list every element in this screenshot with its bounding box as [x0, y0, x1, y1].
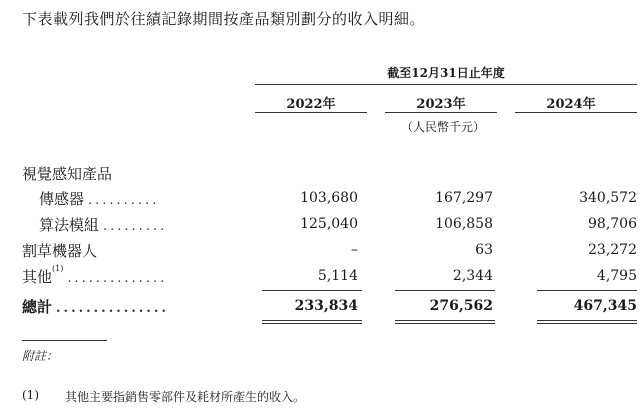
year-2023-rule — [385, 112, 497, 113]
cell-sensor-2022: 103,680 — [300, 190, 358, 206]
year-2022-header: 2022年 — [286, 97, 336, 112]
year-2022-rule — [255, 112, 367, 113]
cell-algorithm-2024: 98,706 — [588, 216, 637, 232]
cell-total-2022: 233,834 — [294, 298, 358, 314]
total-double-rule-2024-bottom — [537, 323, 637, 324]
cell-mowing-2022: – — [351, 242, 358, 258]
row-label-text: 其他 — [22, 268, 53, 286]
cell-total-2023: 276,562 — [429, 298, 493, 314]
footnote-ref: (1) — [52, 264, 64, 273]
dot-leader: ......... — [103, 219, 168, 234]
cell-others-2024: 4,795 — [596, 268, 637, 284]
dot-leader: ............... — [56, 301, 169, 316]
notes-title: 附註： — [22, 349, 59, 363]
row-label-text: 割草機器人 — [22, 242, 98, 260]
subtotal-rule-2023 — [395, 290, 495, 291]
year-2024-header: 2024年 — [546, 97, 596, 112]
cell-sensor-2024: 340,572 — [579, 190, 637, 206]
row-label-algorithm-module — [39, 214, 167, 235]
cell-sensor-2023: 167,297 — [435, 190, 493, 206]
section-title: 視覺感知產品 — [22, 165, 113, 183]
intro-text: 下表載列我們於往績記錄期間按產品類別劃分的收入明細。 — [22, 10, 426, 28]
total-double-rule-2023-bottom — [395, 323, 495, 324]
cell-others-2022: 5,114 — [317, 268, 358, 284]
row-label-mowing-robot — [22, 240, 97, 261]
footnote-text: 其他主要指銷售零部件及耗材所產生的收入。 — [65, 390, 306, 404]
total-double-rule-2024-top — [537, 320, 637, 321]
notes-rule — [22, 340, 107, 341]
year-2024-rule — [515, 112, 637, 113]
total-double-rule-2022-top — [262, 320, 362, 321]
unit-label: （人民幣千元） — [400, 120, 485, 134]
year-2023-header: 2023年 — [416, 97, 466, 112]
row-label-total — [22, 296, 169, 317]
period-rule — [255, 84, 637, 85]
dot-leader: .............. — [67, 271, 168, 286]
row-label-text: 傳感器 — [39, 190, 85, 208]
cell-algorithm-2022: 125,040 — [300, 216, 358, 232]
row-label-others — [22, 266, 167, 287]
subtotal-rule-2022 — [262, 290, 362, 291]
total-double-rule-2023-top — [395, 320, 495, 321]
total-double-rule-2022-bottom — [262, 323, 362, 324]
row-label-text: 算法模組 — [39, 216, 100, 234]
cell-others-2023: 2,344 — [452, 268, 493, 284]
period-header: 截至12月31日止年度 — [387, 66, 505, 80]
cell-mowing-2024: 23,272 — [588, 242, 637, 258]
cell-mowing-2023: 63 — [475, 242, 493, 258]
row-label-text: 總計 — [22, 298, 53, 316]
footnote-index: (1) — [22, 388, 39, 402]
dot-leader: .......... — [88, 193, 160, 208]
subtotal-rule-2024 — [537, 290, 637, 291]
row-label-sensor — [39, 188, 159, 209]
cell-total-2024: 467,345 — [573, 298, 637, 314]
cell-algorithm-2023: 106,858 — [435, 216, 493, 232]
